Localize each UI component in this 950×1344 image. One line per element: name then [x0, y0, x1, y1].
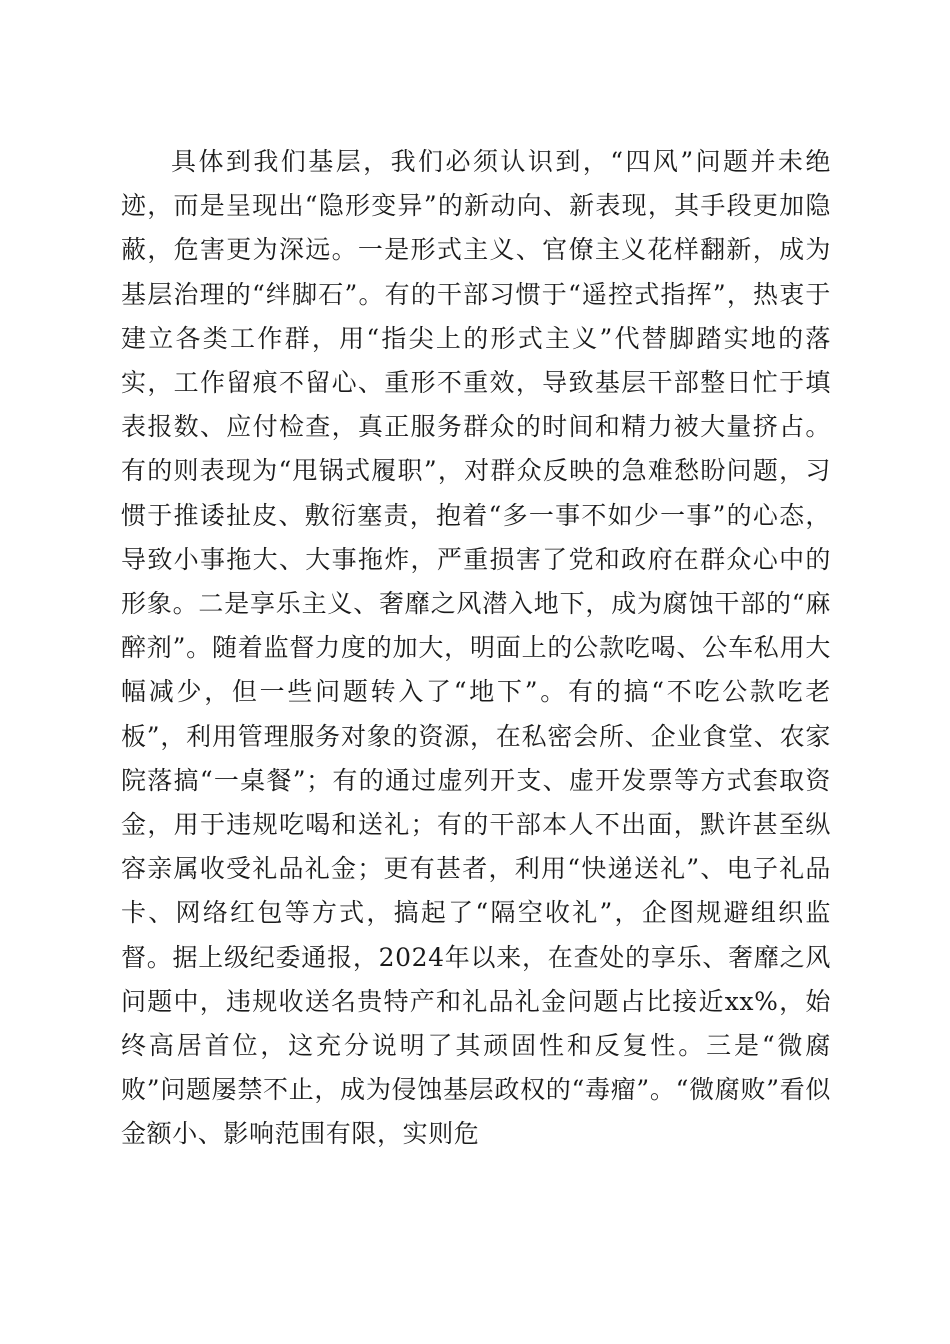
body-paragraph: 具体到我们基层，我们必须认识到，“四风”问题并未绝迹，而是呈现出“隐形变异”的新动向、新表现，其手段更加隐蔽，危害更为深远。一是形式主义、官僚主义花样翻新，成为基层治理的“绊脚石”。有的干部习惯于“遥控式指挥”，热衷于建立各类工作群，用“指尖上的形式主义”代替脚踏实地的落实，工作留痕不留心、重形不重效，导致基层干部整日忙于填表报数、应付检查，真正服务群众的时间和精力被大量挤占。有的则表现为“甩锅式履职”，对群众反映的急难愁盼问题，习惯于推诿扯皮、敷衍塞责，抱着“多一事不如少一事”的心态，导致小事拖大、大事拖炸，严重损害了党和政府在群众心中的形象。二是享乐主义、奢靡之风潜入地下，成为腐蚀干部的“麻醉剂”。随着监督力度的加大，明面上的公款吃喝、公车私用大幅减少，但一些问题转入了“地下”。有的搞“不吃公款吃老板”，利用管理服务对象的资源，在私密会所、企业食堂、农家院落搞“一桌餐”；有的通过虚列开支、虚开发票等方式套取资金，用于违规吃喝和送礼；有的干部本人不出面，默许甚至纵容亲属收受礼品礼金；更有甚者，利用“快递送礼”、电子礼品卡、网络红包等方式，搞起了“隔空收礼”，企图规避组织监督。据上级纪委通报，2024年以来，在查处的享乐、奢靡之风问题中，违规收送名贵特产和礼品礼金问题占比接近xx%，始终高居首位，这充分说明了其顽固性和反复性。三是“微腐败”问题屡禁不止，成为侵蚀基层政权的“毒瘤”。“微腐败”看似金额小、影响范围有限，实则危 — [121, 147, 831, 1149]
